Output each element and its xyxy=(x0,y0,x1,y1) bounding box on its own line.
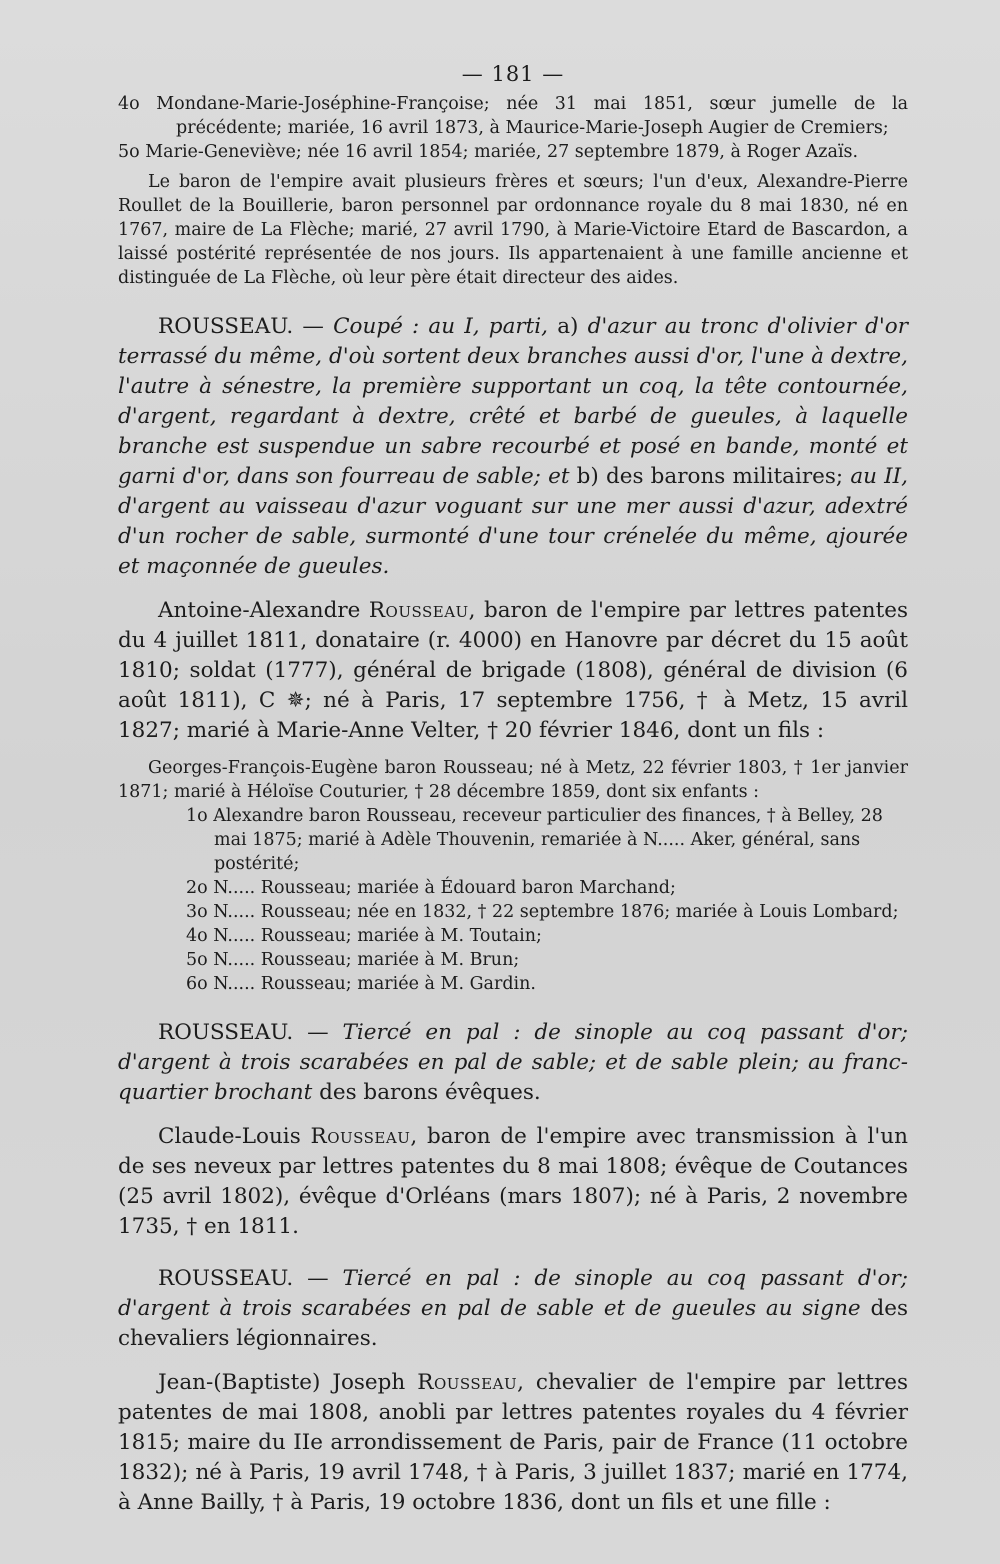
entry-rousseau-3 xyxy=(118,1264,908,1518)
person-name: Jean-(Baptiste) Joseph xyxy=(158,1370,418,1395)
arms-text-d: b) des barons militaires; xyxy=(576,464,851,489)
surname: Rousseau xyxy=(368,598,469,623)
entry-heading: ROUSSEAU. xyxy=(158,1020,294,1045)
biography-paragraph xyxy=(118,1368,908,1518)
biography-text: , chevalier de l'empire par lettres patentes de mai 1808, anobli par lettres patentes royales du 4 février 1815; maire du IIe arrondissement de Paris, pair de France (11 octobre 1832); né à Paris, 19 avril 1748, † à Paris, 3 juillet 1837; marié en 1774, à Anne Bailly, † à Paris, 19 octobre 1836, dont un fils et une fille : xyxy=(118,1370,908,1515)
arms-text-italic: Tiercé en pal : de sinople au coq passant d'or; d'argent à trois scarabées en pal de sable et de gueules au signe xyxy=(118,1266,908,1321)
arms-text: des chevaliers légionnaires. xyxy=(118,1296,908,1351)
children-list xyxy=(118,804,908,996)
heading-dash: — xyxy=(293,314,334,339)
arms-text-italic: Tiercé en pal : de sinople au coq passant d'or; d'argent à trois scarabées en pal de sable; et de sable plein; au franc-quartier brochant xyxy=(118,1020,908,1105)
entry-rousseau-2 xyxy=(118,1018,908,1242)
son-paragraph: Georges-François-Eugène baron Rousseau; né à Metz, 22 février 1803, † 1er janvier 1871; marié à Héloïse Couturier, † 28 décembre 1859, dont six enfants : xyxy=(118,758,908,802)
person-name: Antoine-Alexandre xyxy=(158,598,369,623)
heading-dash: — xyxy=(293,1266,343,1291)
list-item: 4o N..... Rousseau; mariée à M. Toutain; xyxy=(186,926,542,946)
biography-paragraph xyxy=(118,596,908,746)
surname: Rousseau xyxy=(310,1124,411,1149)
page-number: — 181 — xyxy=(461,62,565,86)
list-item: 2o N..... Rousseau; mariée à Édouard baron Marchand; xyxy=(186,878,676,898)
list-item-4: 4o Mondane-Marie-Joséphine-Françoise; née 31 mai 1851, sœur jumelle de la précédente; mariée, 16 avril 1873, à Maurice-Marie-Joseph Augier de Cremiers; xyxy=(118,94,908,138)
arms-paragraph xyxy=(118,312,908,582)
arms-text-c: d'azur au tronc d'olivier d'or terrassé du même, d'où sortent deux branches aussi d'or, l'une à dextre, l'autre à sénestre, la première supportant un coq, la tête contournée, d'argent, regardant à dextre, crêté et barbé de gueules, à laquelle branche est suspendue un sabre recourbé et posé en bande, monté et garni d'or, dans son fourreau de sable; et xyxy=(118,314,908,489)
entry-heading: ROUSSEAU. xyxy=(158,1266,294,1291)
heading-dash: — xyxy=(293,1020,343,1045)
arms-text-b: a) xyxy=(557,314,588,339)
list-item: 3o N..... Rousseau; née en 1832, † 22 septembre 1876; mariée à Louis Lombard; xyxy=(186,902,899,922)
entry-rousseau-1 xyxy=(118,312,908,996)
arms-text-a: Coupé : au I, parti, xyxy=(333,314,558,339)
person-name: Claude-Louis xyxy=(158,1124,311,1149)
biography-text: , baron de l'empire par lettres patentes du 4 juillet 1811, donataire (r. 4000) en Hanovre par décret du 15 août 1810; soldat (1777), général de brigade (1808), général de division (6 août 1811), C ✵; né à Paris, 17 septembre 1756, † à Metz, 15 avril 1827; marié à Marie-Anne Velter, † 20 février 1846, dont un fils : xyxy=(118,598,908,743)
arms-text-e: au II, d'argent au vaisseau d'azur voguant sur une mer aussi d'azur, adextré d'un rocher de sable, surmonté d'une tour crénelée du même, ajourée et maçonnée de gueules. xyxy=(118,464,908,579)
list-item: 5o N..... Rousseau; mariée à M. Brun; xyxy=(186,950,520,970)
arms-text: des barons évêques. xyxy=(319,1080,541,1105)
bouillerie-paragraph: Le baron de l'empire avait plusieurs frères et sœurs; l'un d'eux, Alexandre-Pierre Roullet de la Bouillerie, baron personnel par ordonnance royale du 8 mai 1830, né en 1767, maire de La Flèche; marié, 27 avril 1790, à Marie-Victoire Etard de Bascardon, a laissé postérité représentée de nos jours. Ils appartenaient à une famille ancienne et distinguée de La Flèche, où leur père était directeur des aides. xyxy=(118,172,908,288)
list-item: 6o N..... Rousseau; mariée à M. Gardin. xyxy=(186,974,536,994)
surname: Rousseau xyxy=(417,1370,518,1395)
entry-heading: ROUSSEAU. xyxy=(158,314,294,339)
biography-text: , baron de l'empire avec transmission à l'un de ses neveux par lettres patentes du 8 mai 1808; évêque de Coutances (25 avril 1802), évêque d'Orléans (mars 1807); né à Paris, 2 novembre 1735, † en 1811. xyxy=(118,1124,908,1239)
list-item: 1o Alexandre baron Rousseau, receveur particulier des finances, † à Belley, 28 mai 1875; marié à Adèle Thouvenin, remariée à N..... Aker, général, sans postérité; xyxy=(186,806,883,874)
arms-paragraph xyxy=(118,1018,908,1108)
arms-paragraph xyxy=(118,1264,908,1354)
biography-paragraph xyxy=(118,1122,908,1242)
list-item-5: 5o Marie-Geneviève; née 16 avril 1854; mariée, 27 septembre 1879, à Roger Azaïs. xyxy=(118,142,859,162)
